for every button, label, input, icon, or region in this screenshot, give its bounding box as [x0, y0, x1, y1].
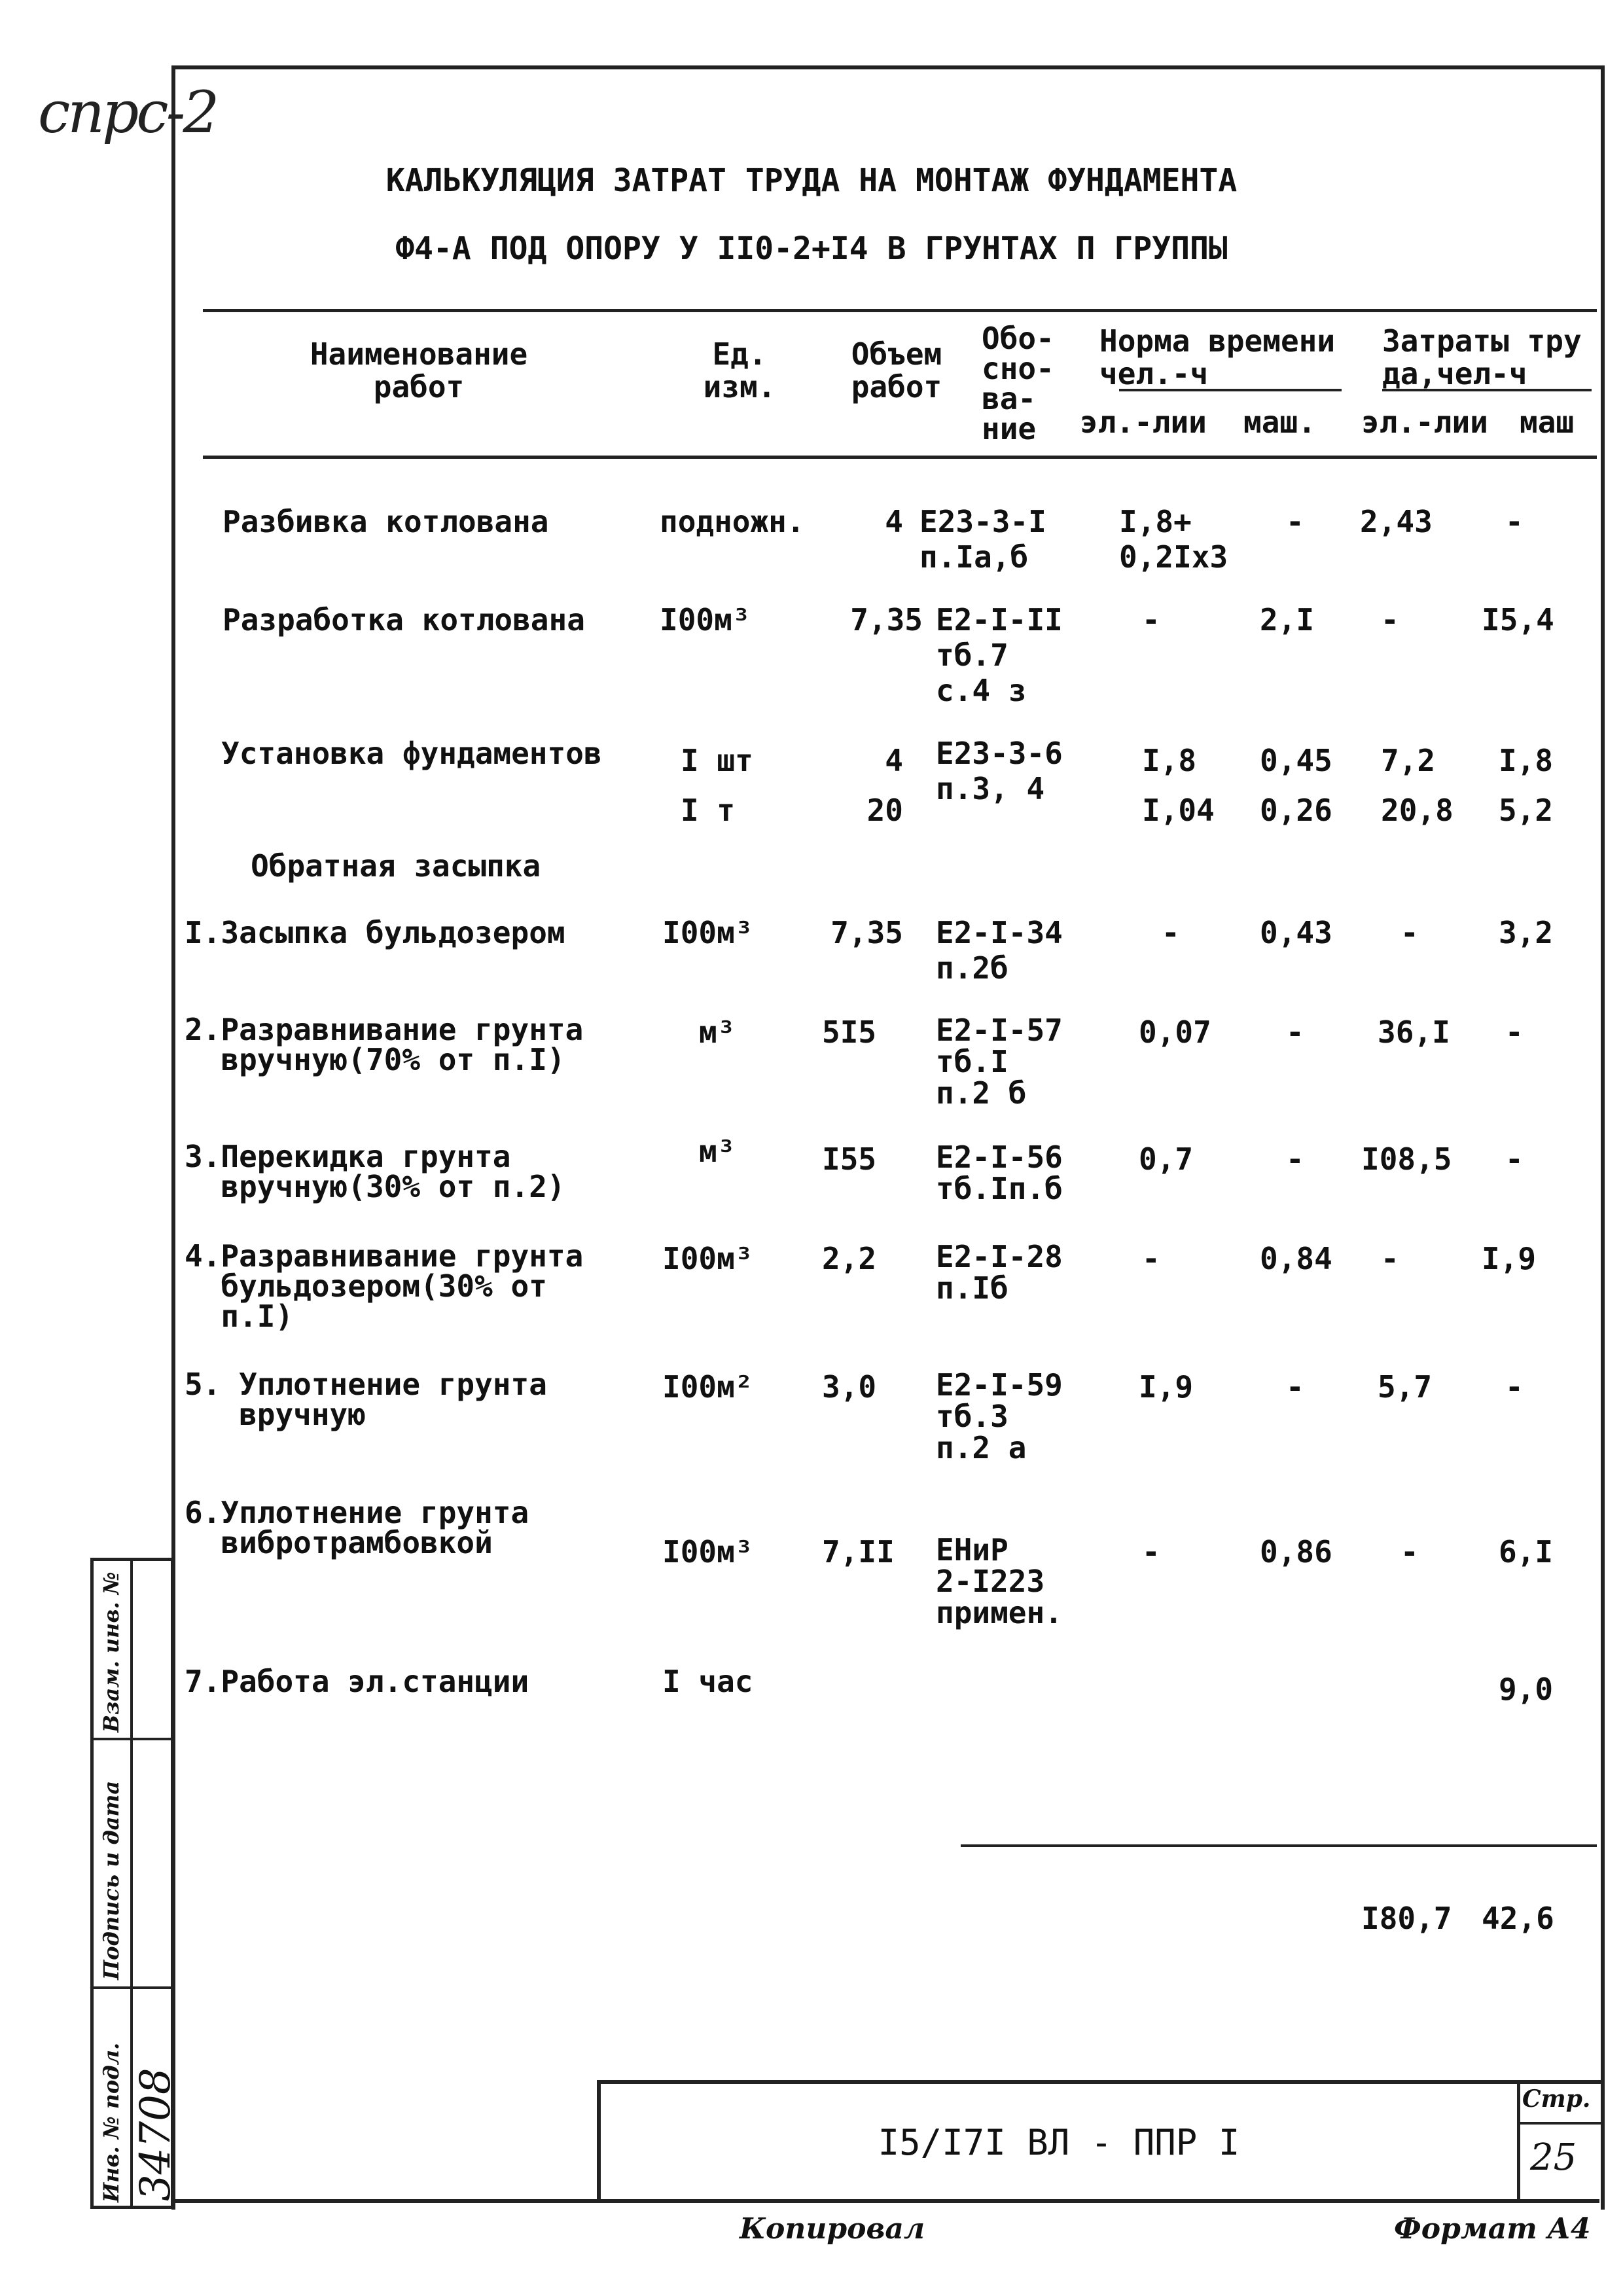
row-volume: I55 [822, 1141, 877, 1177]
row-cost-mach: I,9 [1482, 1241, 1537, 1276]
row-cost-mach: - [1505, 504, 1524, 539]
row-basis: Е23-3-I п.Iа,б [919, 504, 1046, 575]
totals-rule [961, 1844, 1597, 1847]
document-code: I5/I7I ВЛ - ППР I [878, 2122, 1240, 2163]
row-norm-el: - [1142, 1534, 1160, 1570]
row-name: 3.Перекидка грунта вручную(30% от п.2) [185, 1139, 565, 1204]
row-cost-mach: - [1505, 1141, 1524, 1177]
row-unit: I00м³ [662, 915, 753, 950]
row-cost-mach: - [1505, 1369, 1524, 1405]
row-name: Разработка котлована [223, 602, 585, 637]
row-cost-el: - [1381, 602, 1399, 637]
row-cost-mach: 6,I [1499, 1534, 1554, 1570]
header-unit: Ед. изм. [703, 336, 776, 404]
row-basis: Е2-I-II тб.7 с.4 з [936, 602, 1063, 708]
row-cost-el: - [1400, 915, 1419, 950]
row-norm-mach: 0,84 [1260, 1241, 1332, 1276]
row-cost-mach: 3,2 [1499, 915, 1554, 950]
row-volume: 4 20 [866, 743, 903, 828]
row-name: 7.Работа эл.станции [185, 1664, 529, 1699]
row-basis: Е2-I-34 п.2б [936, 915, 1063, 986]
header-name: Наименование работ [310, 336, 528, 404]
row-unit: I00м³ [662, 1534, 753, 1570]
row-unit: I час [662, 1664, 753, 1699]
row-name: I.Засыпка бульдозером [185, 915, 565, 950]
row-norm-el: 0,7 [1139, 1141, 1194, 1177]
row-name: Обратная засыпка [196, 848, 541, 884]
footer-copied: Копировал [740, 2212, 925, 2246]
page-number: 25 [1530, 2136, 1577, 2179]
header-cost-rule [1382, 389, 1592, 391]
total-cost-mach: 42,6 [1482, 1901, 1554, 1936]
row-norm-mach: - [1286, 1141, 1304, 1177]
row-cost-el: 5,7 [1378, 1369, 1433, 1405]
row-basis: Е2-I-28 п.Iб [936, 1239, 1063, 1306]
total-cost-el: I80,7 [1361, 1901, 1452, 1936]
row-volume: 5I5 [822, 1014, 877, 1050]
document-title-line2: Ф4-А ПОД ОПОРУ У II0-2+I4 В ГРУНТАХ П ГРУППЫ [395, 230, 1228, 267]
row-cost-el: 7,2 20,8 [1381, 743, 1454, 828]
row-norm-mach: 0,86 [1260, 1534, 1332, 1570]
row-norm-mach: - [1286, 504, 1304, 539]
row-volume: 2,2 [822, 1241, 877, 1276]
title-block-divider [1517, 2122, 1601, 2125]
row-name: Установка фундаментов [221, 736, 602, 771]
header-norm-rule [1119, 389, 1342, 391]
row-norm-mach: 0,43 [1260, 915, 1332, 950]
row-volume: 7,II [822, 1534, 895, 1570]
row-norm-el: - [1142, 602, 1160, 637]
row-unit: I00м³ [660, 602, 751, 637]
row-name: 6.Уплотнение грунта вибротрамбовкой [185, 1495, 529, 1560]
page-label: Стр. [1522, 2085, 1591, 2113]
row-cost-el: - [1381, 1241, 1399, 1276]
header-norm-mach: маш. [1243, 404, 1316, 440]
row-volume: 7,35 [830, 915, 903, 950]
row-cost-mach: - [1505, 1014, 1524, 1050]
row-norm-mach: - [1286, 1014, 1304, 1050]
header-cost-mach: маш [1520, 404, 1575, 440]
row-cost-mach: I5,4 [1482, 602, 1554, 637]
row-cost-mach: I,8 5,2 [1499, 743, 1554, 828]
row-norm-mach: - [1286, 1369, 1304, 1405]
row-norm-mach: 0,45 0,26 [1260, 743, 1332, 828]
row-norm-el: I,9 [1139, 1369, 1194, 1405]
row-basis: Е2-I-56 тб.Iп.б [936, 1139, 1063, 1206]
stamp-divider [94, 1986, 171, 1989]
row-cost-el: - [1400, 1534, 1419, 1570]
header-cost: Затраты тру да,чел-ч [1382, 323, 1582, 391]
row-unit: I00м³ [662, 1241, 753, 1276]
row-volume: 3,0 [822, 1369, 877, 1405]
row-unit: м³ [699, 1134, 736, 1169]
stamp-label-sign: Подпись и дата [99, 1780, 124, 1980]
row-cost-el: 36,I [1378, 1014, 1450, 1050]
row-unit: I00м² [662, 1369, 753, 1405]
title-block [597, 2080, 1605, 2203]
row-norm-mach: 2,I [1260, 602, 1315, 637]
table-top-rule [203, 309, 1597, 312]
row-name: 4.Разравнивание грунта бульдозером(30% от п.I) [185, 1238, 584, 1334]
header-volume: Объем работ [851, 336, 942, 404]
row-unit: м³ [699, 1014, 736, 1050]
table-header-bottom-rule [203, 456, 1597, 459]
row-unit: подножн. [660, 504, 805, 539]
row-basis: Е23-3-6 п.3, 4 [936, 736, 1063, 806]
stamp-label-swap: Взам. инв. № [99, 1571, 124, 1732]
row-norm-el: I,8+ 0,2Iх3 [1119, 504, 1228, 575]
footer-format: Формат А4 [1394, 2212, 1591, 2246]
row-norm-el: 0,07 [1139, 1014, 1211, 1050]
row-unit: I шт I т [681, 743, 753, 828]
header-norm: Норма времени чел.-ч [1099, 323, 1336, 391]
document-title-line1: КАЛЬКУЛЯЦИЯ ЗАТРАТ ТРУДА НА МОНТАЖ ФУНДАМЕНТА [385, 162, 1238, 199]
corner-handwritten-note: спрс-2 [38, 79, 217, 146]
stamp-inventory-number: 34708 [132, 2068, 180, 2201]
row-norm-el: - [1162, 915, 1180, 950]
row-norm-el: - [1142, 1241, 1160, 1276]
row-norm-el: I,8 I,04 [1142, 743, 1215, 828]
row-basis: ЕНиР 2-I223 примен. [936, 1532, 1063, 1630]
header-norm-el: эл.-лии [1080, 404, 1207, 440]
header-basis: Обо- сно- ва- ние [982, 321, 1054, 446]
archive-stamp [90, 1558, 180, 2209]
row-cost-mach: 9,0 [1499, 1672, 1554, 1707]
row-basis: Е2-I-57 тб.I п.2 б [936, 1013, 1063, 1111]
row-basis: Е2-I-59 тб.3 п.2 а [936, 1367, 1063, 1465]
row-name: Разбивка котлована [223, 504, 549, 539]
row-volume: 7,35 [850, 602, 923, 637]
row-name: 5. Уплотнение грунта вручную [185, 1367, 547, 1432]
row-cost-el: I08,5 [1361, 1141, 1452, 1177]
header-cost-el: эл.-лии [1361, 404, 1488, 440]
title-block-divider [1517, 2084, 1520, 2203]
row-cost-el: 2,43 [1360, 504, 1433, 539]
row-name: 2.Разравнивание грунта вручную(70% от п.I) [185, 1012, 584, 1077]
row-volume: 4 [885, 504, 903, 539]
stamp-divider [94, 1738, 171, 1740]
stamp-label-inv: Инв. № подл. [99, 2042, 124, 2202]
